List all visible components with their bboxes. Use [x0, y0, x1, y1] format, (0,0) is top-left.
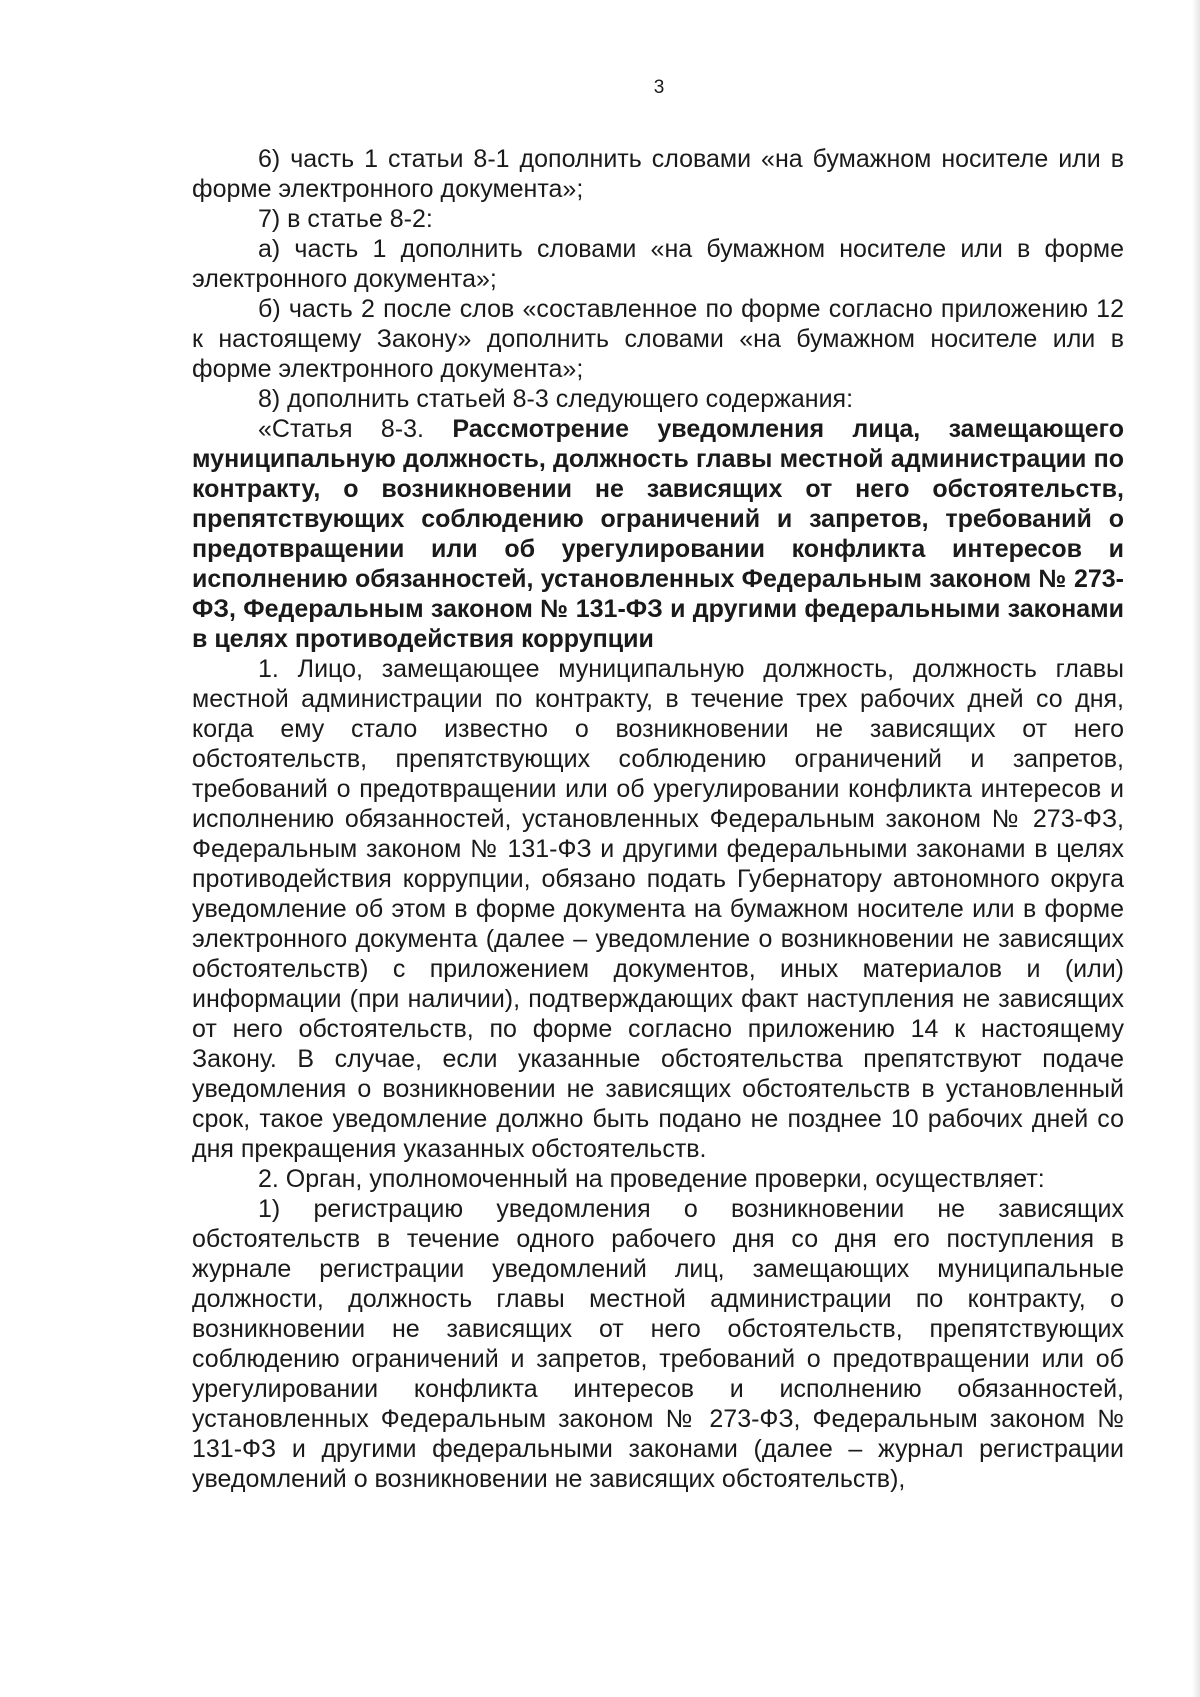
- page-number: 3: [653, 77, 665, 98]
- article-part-2: 2. Орган, уполномоченный на проведение проверки, осуществляет:: [258, 1165, 1045, 1193]
- document-body: [192, 144, 1124, 1494]
- article-part-2-item-1: 1) регистрацию уведомления о возникновении не зависящих обстоятельств в течение одного рабочего дня со дня его поступления в журнале регистрации уведомлений лиц, замещающих муниципальные должности, должность главы местной администрации по контракту, о возникновении не зависящих от него обстоятельств, препятствующих соблюдению ограничений и запретов, требований о предотвращении или об урегулировании конфликта интересов и исполнению обязанностей, установленных Федеральным законом № 273-ФЗ, Федеральным законом № 131-ФЗ и другими федеральными законами (далее – журнал регистрации уведомлений о возникновении не зависящих обстоятельств),: [192, 1195, 1124, 1493]
- article-prefix: «Статья 8-3.: [258, 415, 453, 443]
- paragraph-subitem-b: б) часть 2 после слов «составленное по форме согласно приложению 12 к настоящему Закону» дополнить словами «на бумажном носителе или в форме электронного документа»;: [192, 295, 1124, 383]
- scan-edge-shadow: [1192, 0, 1200, 1697]
- article-title: Рассмотрение уведомления лица, замещающего муниципальную должность, должность главы местной администрации по контракту, о возникновении не зависящих от него обстоятельств, препятствующих соблюдению ограничений и запретов, требований о предотвращении или об урегулировании конфликта интересов и исполнению обязанностей, установленных Федеральным законом № 273-ФЗ, Федеральным законом № 131-ФЗ и другими федеральными законами в целях противодействия коррупции: [192, 415, 1124, 653]
- paragraph-item-7: 7) в статье 8-2:: [258, 205, 433, 233]
- article-heading: [192, 414, 1124, 654]
- paragraph-item-6: 6) часть 1 статьи 8-1 дополнить словами «на бумажном носителе или в форме электронного документа»;: [192, 145, 1124, 203]
- article-part-1: 1. Лицо, замещающее муниципальную должность, должность главы местной администрации по контракту, в течение трех рабочих дней со дня, когда ему стало известно о возникновении не зависящих от него обстоятельств, препятствующих соблюдению ограничений и запретов, требований о предотвращении или об урегулировании конфликта интересов и исполнению обязанностей, установленных Федеральным законом № 273-ФЗ, Федеральным законом № 131-ФЗ и другими федеральными законами в целях противодействия коррупции, обязано подать Губернатору автономного округа уведомление об этом в форме документа на бумажном носителе или в форме электронного документа (далее – уведомление о возникновении не зависящих обстоятельств) с приложением документов, иных материалов и (или) информации (при наличии), подтверждающих факт наступления не зависящих от него обстоятельств, по форме согласно приложению 14 к настоящему Закону. В случае, если указанные обстоятельства препятствуют подаче уведомления о возникновении не зависящих обстоятельств в установленный срок, такое уведомление должно быть подано не позднее 10 рабочих дней со дня прекращения указанных обстоятельств.: [192, 655, 1124, 1163]
- paragraph-item-8: 8) дополнить статьей 8-3 следующего содержания:: [258, 385, 854, 413]
- paragraph-subitem-a: а) часть 1 дополнить словами «на бумажном носителе или в форме электронного документа»;: [192, 235, 1124, 293]
